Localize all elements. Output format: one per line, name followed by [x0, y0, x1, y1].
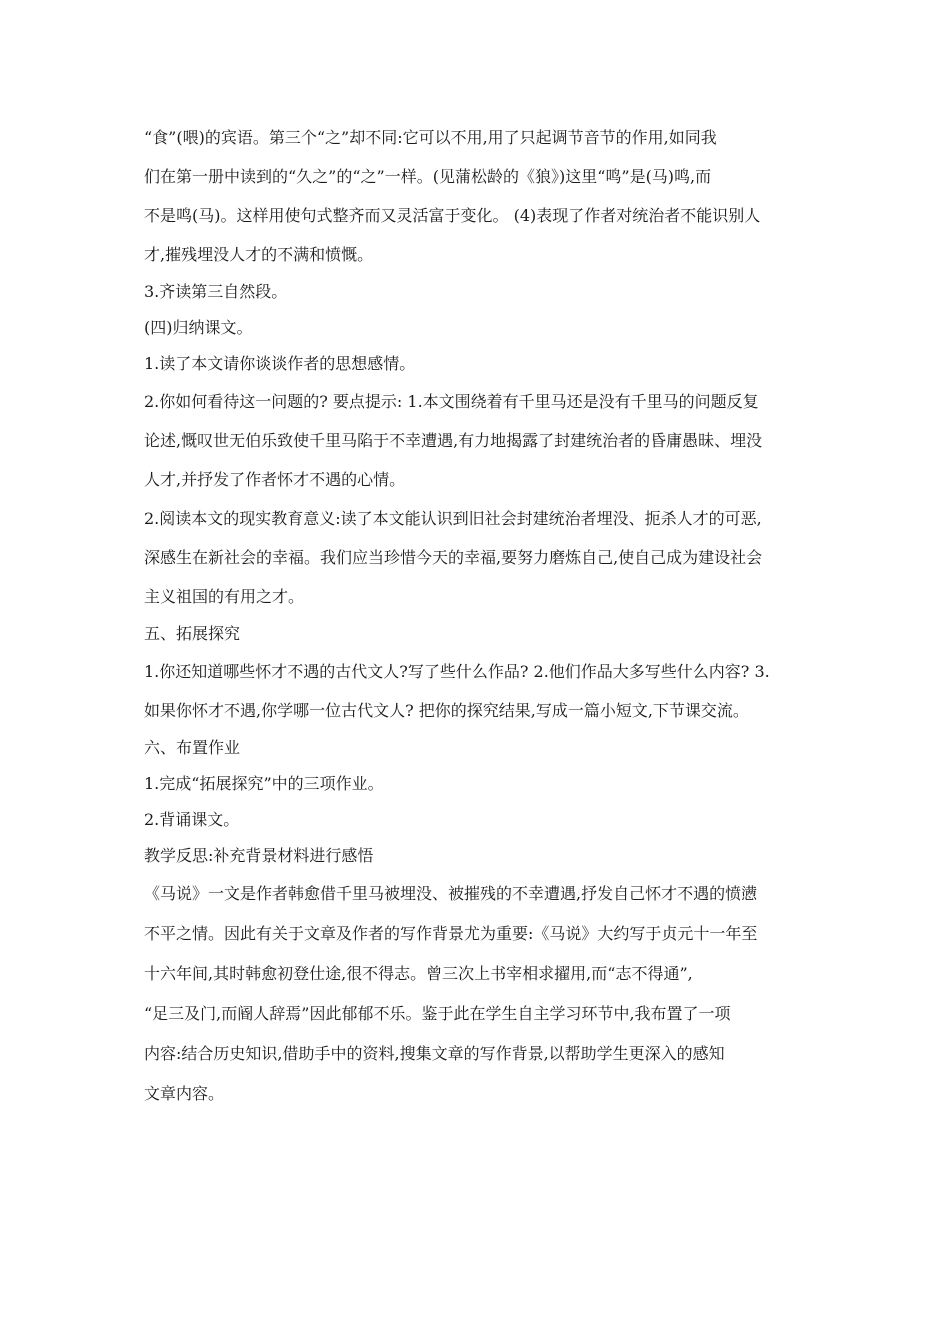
text-line: 文章内容。: [144, 1084, 225, 1103]
text-line: 1.读了本文请你谈谈作者的思想感情。: [144, 354, 416, 373]
section-heading: (四)归纳课文。: [144, 318, 253, 337]
text-line: 十六年间,其时韩愈初登仕途,很不得志。曾三次上书宰相求擢用,而“志不得通”,: [144, 964, 693, 983]
section-heading: 五、拓展探究: [144, 624, 241, 643]
text-line: 1.你还知道哪些怀才不遇的古代文人?写了些什么作品? 2.他们作品大多写些什么内容? 3.: [144, 662, 770, 681]
text-line: 《马说》一文是作者韩愈借千里马被埋没、被摧残的不幸遭遇,抒发自己怀才不遇的愤懑: [144, 884, 758, 903]
text-line: 才,摧残埋没人才的不满和愤慨。: [144, 245, 374, 264]
text-line: 2.背诵课文。: [144, 810, 240, 829]
text-line: 如果你怀才不遇,你学哪一位古代文人? 把你的探究结果,写成一篇小短文,下节课交流。: [144, 701, 749, 720]
text-line: “食”(喂)的宾语。第三个“之”却不同:它可以不用,用了只起调节音节的作用,如同我: [144, 128, 717, 147]
text-line: 3.齐读第三自然段。: [144, 282, 288, 301]
document-body: [144, 118, 808, 1114]
text-line: 人才,并抒发了作者怀才不遇的心情。: [144, 470, 406, 489]
text-line: 不是鸣(马)。这样用使句式整齐而又灵活富于变化。 (4)表现了作者对统治者不能识别人: [144, 206, 761, 225]
section-heading: 六、布置作业: [144, 738, 241, 757]
text-line: 2.阅读本文的现实教育意义:读了本文能认识到旧社会封建统治者埋没、扼杀人才的可恶,: [144, 509, 762, 528]
text-line: 2.你如何看待这一问题的? 要点提示: 1.本文围绕着有千里马还是没有千里马的问题反复: [144, 392, 759, 411]
text-line: 1.完成“拓展探究”中的三项作业。: [144, 774, 384, 793]
text-line: “足三及门,而阍人辞焉”因此郁郁不乐。鉴于此在学生自主学习环节中,我布置了一项: [144, 1004, 731, 1023]
text-line: 们在第一册中读到的“久之”的“之”一样。(见蒲松龄的《狼》)这里“鸣”是(马)鸣,而: [144, 167, 712, 186]
text-line: 论述,慨叹世无伯乐致使千里马陷于不幸遭遇,有力地揭露了封建统治者的昏庸愚昧、埋没: [144, 431, 763, 450]
text-line: 内容:结合历史知识,借助手中的资料,搜集文章的写作背景,以帮助学生更深入的感知: [144, 1044, 725, 1063]
text-line: 主义祖国的有用之才。: [144, 587, 305, 606]
section-heading: 教学反思:补充背景材料进行感悟: [144, 846, 374, 865]
text-line: 不平之情。因此有关于文章及作者的写作背景尤为重要:《马说》大约写于贞元十一年至: [144, 924, 758, 943]
text-line: 深感生在新社会的幸福。我们应当珍惜今天的幸福,要努力磨炼自己,使自己成为建设社会: [144, 548, 763, 567]
